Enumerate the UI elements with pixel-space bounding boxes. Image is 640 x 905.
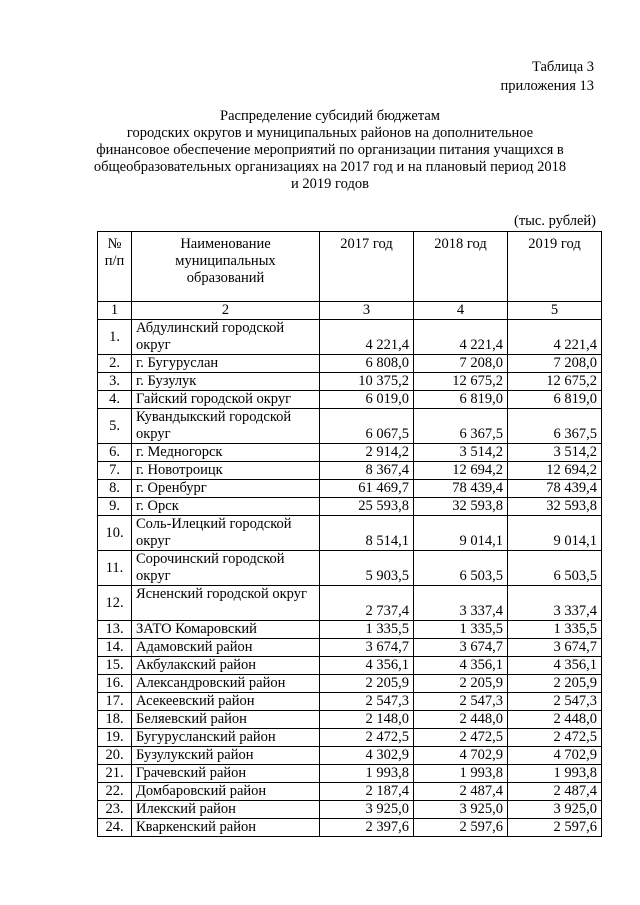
value-2017-cell: 1 335,5 (320, 621, 414, 639)
header-name: Наименование муниципальных образований (132, 232, 320, 302)
table-row (98, 621, 602, 639)
value-2018-cell: 6 367,5 (414, 409, 508, 444)
municipality-name-cell: Кваркенский район (132, 819, 320, 837)
row-number-cell: 9. (98, 498, 132, 516)
value-2019-cell: 2 448,0 (508, 711, 602, 729)
table-row (98, 409, 602, 444)
value-2017-cell: 4 356,1 (320, 657, 414, 675)
column-number: 2 (132, 302, 320, 320)
row-number-cell: 24. (98, 819, 132, 837)
value-2018-cell: 3 514,2 (414, 444, 508, 462)
municipality-name-cell: Акбулакский район (132, 657, 320, 675)
row-number-cell: 11. (98, 551, 132, 586)
value-2019-cell: 4 356,1 (508, 657, 602, 675)
value-2018-cell: 2 547,3 (414, 693, 508, 711)
row-number-cell: 6. (98, 444, 132, 462)
column-number-row (98, 302, 602, 320)
row-number-cell: 17. (98, 693, 132, 711)
row-number-cell: 23. (98, 801, 132, 819)
municipality-name-cell: Бугурусланский район (132, 729, 320, 747)
value-2017-cell: 2 187,4 (320, 783, 414, 801)
value-2017-cell: 6 067,5 (320, 409, 414, 444)
municipality-name-cell: ЗАТО Комаровский (132, 621, 320, 639)
row-number-cell: 7. (98, 462, 132, 480)
value-2018-cell: 12 694,2 (414, 462, 508, 480)
value-2019-cell: 12 675,2 (508, 373, 602, 391)
table-row (98, 480, 602, 498)
row-number-cell: 2. (98, 355, 132, 373)
municipality-name-cell: г. Медногорск (132, 444, 320, 462)
header-2017: 2017 год (320, 232, 414, 302)
value-2018-cell: 4 356,1 (414, 657, 508, 675)
value-2019-cell: 6 367,5 (508, 409, 602, 444)
value-2018-cell: 12 675,2 (414, 373, 508, 391)
municipality-name-cell: г. Орск (132, 498, 320, 516)
municipality-name-cell: Соль-Илецкий городской округ (132, 516, 320, 551)
row-number-cell: 1. (98, 320, 132, 355)
value-2019-cell: 2 472,5 (508, 729, 602, 747)
municipality-name-cell: г. Бугуруслан (132, 355, 320, 373)
municipality-name-cell: Сорочинский городской округ (132, 551, 320, 586)
row-number-cell: 22. (98, 783, 132, 801)
column-number: 5 (508, 302, 602, 320)
value-2017-cell: 2 547,3 (320, 693, 414, 711)
value-2018-cell: 4 221,4 (414, 320, 508, 355)
appendix-caption: приложения 13 (500, 78, 594, 94)
value-2017-cell: 6 019,0 (320, 391, 414, 409)
value-2017-cell: 3 674,7 (320, 639, 414, 657)
value-2018-cell: 6 503,5 (414, 551, 508, 586)
value-2017-cell: 10 375,2 (320, 373, 414, 391)
municipality-name-cell: Бузулукский район (132, 747, 320, 765)
table-row (98, 711, 602, 729)
title-line: финансовое обеспечение мероприятий по организации питания учащихся в (96, 142, 564, 158)
municipality-name-cell: Домбаровский район (132, 783, 320, 801)
subsidy-table (97, 231, 602, 837)
municipality-name-cell: г. Бузулук (132, 373, 320, 391)
table-row (98, 675, 602, 693)
value-2019-cell: 6 819,0 (508, 391, 602, 409)
row-number-cell: 13. (98, 621, 132, 639)
value-2018-cell: 3 674,7 (414, 639, 508, 657)
value-2017-cell: 8 514,1 (320, 516, 414, 551)
table-row (98, 819, 602, 837)
document-title (60, 108, 600, 193)
table-row (98, 801, 602, 819)
table-row (98, 783, 602, 801)
value-2018-cell: 7 208,0 (414, 355, 508, 373)
municipality-name-cell: Гайский городской округ (132, 391, 320, 409)
value-2019-cell: 4 221,4 (508, 320, 602, 355)
row-number-cell: 5. (98, 409, 132, 444)
header-row (98, 232, 602, 302)
table-row (98, 639, 602, 657)
value-2017-cell: 5 903,5 (320, 551, 414, 586)
row-number-cell: 14. (98, 639, 132, 657)
table-row (98, 551, 602, 586)
row-number-cell: 20. (98, 747, 132, 765)
value-2018-cell: 2 448,0 (414, 711, 508, 729)
value-2017-cell: 8 367,4 (320, 462, 414, 480)
value-2019-cell: 12 694,2 (508, 462, 602, 480)
row-number-cell: 18. (98, 711, 132, 729)
value-2019-cell: 2 597,6 (508, 819, 602, 837)
value-2019-cell: 32 593,8 (508, 498, 602, 516)
value-2018-cell: 4 702,9 (414, 747, 508, 765)
units-label: (тыс. рублей) (514, 213, 596, 229)
value-2017-cell: 2 148,0 (320, 711, 414, 729)
value-2018-cell: 2 487,4 (414, 783, 508, 801)
value-2018-cell: 1 993,8 (414, 765, 508, 783)
value-2019-cell: 1 993,8 (508, 765, 602, 783)
municipality-name-cell: Илекский район (132, 801, 320, 819)
value-2018-cell: 2 597,6 (414, 819, 508, 837)
row-number-cell: 15. (98, 657, 132, 675)
header-2019: 2019 год (508, 232, 602, 302)
value-2019-cell: 4 702,9 (508, 747, 602, 765)
table-row (98, 498, 602, 516)
value-2018-cell: 1 335,5 (414, 621, 508, 639)
table-row (98, 765, 602, 783)
value-2018-cell: 78 439,4 (414, 480, 508, 498)
municipality-name-cell: Асекеевский район (132, 693, 320, 711)
value-2018-cell: 2 205,9 (414, 675, 508, 693)
municipality-name-cell: Кувандыкский городской округ (132, 409, 320, 444)
table-row (98, 320, 602, 355)
value-2019-cell: 7 208,0 (508, 355, 602, 373)
table-caption-number: Таблица 3 (531, 59, 594, 75)
table-row (98, 462, 602, 480)
value-2017-cell: 25 593,8 (320, 498, 414, 516)
value-2019-cell: 3 337,4 (508, 586, 602, 621)
table-row (98, 729, 602, 747)
municipality-name-cell: г. Оренбург (132, 480, 320, 498)
municipality-name-cell: Адамовский район (132, 639, 320, 657)
value-2018-cell: 9 014,1 (414, 516, 508, 551)
table-row (98, 586, 602, 621)
row-number-cell: 21. (98, 765, 132, 783)
value-2019-cell: 2 487,4 (508, 783, 602, 801)
row-number-cell: 12. (98, 586, 132, 621)
table-row (98, 355, 602, 373)
value-2019-cell: 6 503,5 (508, 551, 602, 586)
table-row (98, 391, 602, 409)
value-2018-cell: 3 925,0 (414, 801, 508, 819)
value-2019-cell: 78 439,4 (508, 480, 602, 498)
value-2017-cell: 2 914,2 (320, 444, 414, 462)
value-2019-cell: 2 547,3 (508, 693, 602, 711)
value-2017-cell: 1 993,8 (320, 765, 414, 783)
value-2017-cell: 2 472,5 (320, 729, 414, 747)
value-2017-cell: 6 808,0 (320, 355, 414, 373)
value-2017-cell: 4 302,9 (320, 747, 414, 765)
row-number-cell: 19. (98, 729, 132, 747)
row-number-cell: 16. (98, 675, 132, 693)
municipality-name-cell: Александровский район (132, 675, 320, 693)
municipality-name-cell: г. Новотроицк (132, 462, 320, 480)
value-2017-cell: 2 397,6 (320, 819, 414, 837)
value-2017-cell: 2 737,4 (320, 586, 414, 621)
municipality-name-cell: Абдулинский городской округ (132, 320, 320, 355)
value-2019-cell: 9 014,1 (508, 516, 602, 551)
municipality-name-cell: Беляевский район (132, 711, 320, 729)
title-line: и 2019 годов (291, 176, 369, 192)
value-2017-cell: 3 925,0 (320, 801, 414, 819)
municipality-name-cell: Грачевский район (132, 765, 320, 783)
header-number: № п/п (98, 232, 132, 302)
title-line: городских округов и муниципальных районов на дополнительное (126, 125, 534, 141)
table-row (98, 444, 602, 462)
row-number-cell: 10. (98, 516, 132, 551)
value-2019-cell: 3 925,0 (508, 801, 602, 819)
value-2019-cell: 2 205,9 (508, 675, 602, 693)
table-row (98, 373, 602, 391)
header-2018: 2018 год (414, 232, 508, 302)
value-2017-cell: 2 205,9 (320, 675, 414, 693)
value-2018-cell: 6 819,0 (414, 391, 508, 409)
value-2018-cell: 3 337,4 (414, 586, 508, 621)
column-number: 1 (98, 302, 132, 320)
value-2017-cell: 61 469,7 (320, 480, 414, 498)
value-2018-cell: 32 593,8 (414, 498, 508, 516)
column-number: 3 (320, 302, 414, 320)
column-number: 4 (414, 302, 508, 320)
row-number-cell: 4. (98, 391, 132, 409)
row-number-cell: 8. (98, 480, 132, 498)
table-row (98, 693, 602, 711)
title-line: Распределение субсидий бюджетам (220, 108, 440, 124)
row-number-cell: 3. (98, 373, 132, 391)
table-row (98, 516, 602, 551)
table-row (98, 657, 602, 675)
value-2019-cell: 1 335,5 (508, 621, 602, 639)
value-2018-cell: 2 472,5 (414, 729, 508, 747)
value-2019-cell: 3 674,7 (508, 639, 602, 657)
value-2019-cell: 3 514,2 (508, 444, 602, 462)
title-line: общеобразовательных организациях на 2017 год и на плановый период 2018 (93, 159, 567, 175)
municipality-name-cell: Ясненский городской округ (132, 586, 320, 621)
table-row (98, 747, 602, 765)
value-2017-cell: 4 221,4 (320, 320, 414, 355)
